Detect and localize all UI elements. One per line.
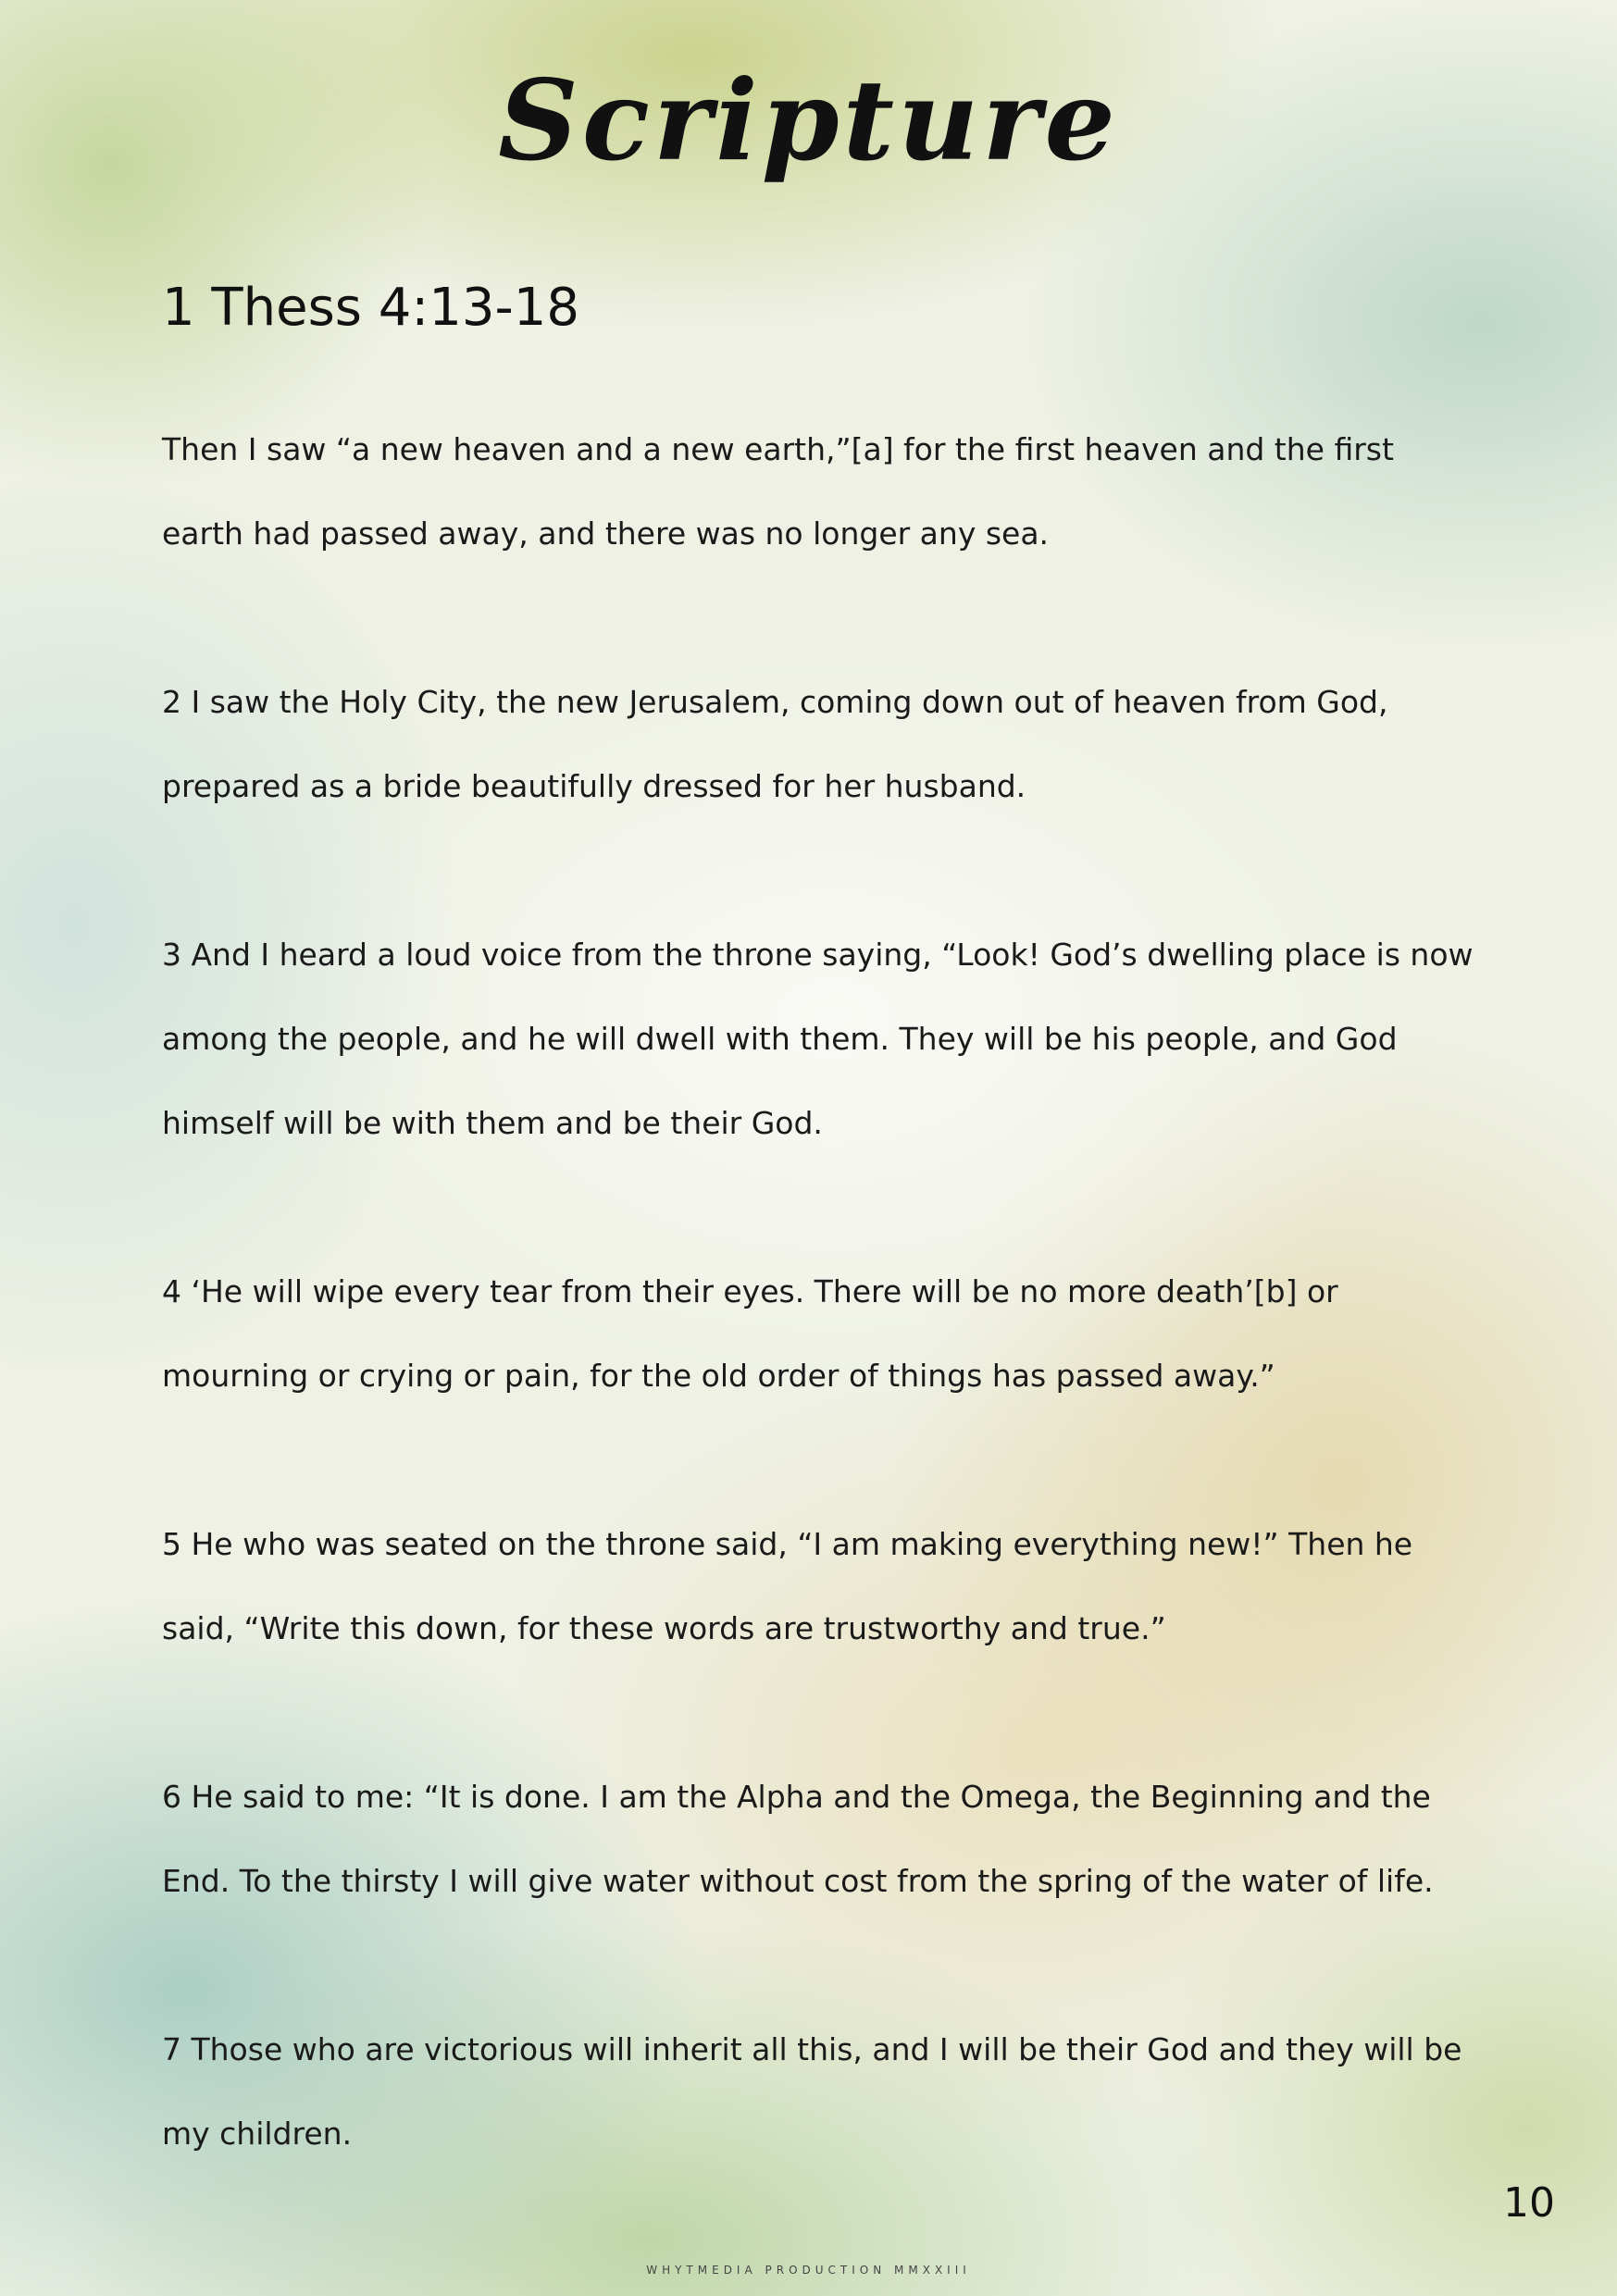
- verse-paragraph-7: 7 Those who are victorious will inherit all this, and I will be their God and they will be my children.: [162, 2031, 1462, 2152]
- page-number: 10: [1503, 2179, 1555, 2227]
- verse-paragraph-4: 4 ‘He will wipe every tear from their eyes. There will be no more death’[b] or mourning or crying or pain, for the old order of things has passed away.”: [162, 1273, 1338, 1394]
- scripture-body: [162, 407, 1476, 2260]
- verse-paragraph-5: 5 He who was seated on the throne said, “I am making everything new!” Then he said, “Write this down, for these words are trustworthy and true.”: [162, 1526, 1413, 1646]
- page-title: Scripture: [498, 56, 1119, 186]
- scripture-reference: 1 Thess 4:13-18: [162, 278, 579, 338]
- verse-paragraph-3: 3 And I heard a loud voice from the throne saying, “Look! God’s dwelling place is now among the people, and he will dwell with them. They will be his people, and God himself will be with them and be their God.: [162, 937, 1474, 1141]
- footer-credit: WHYTMEDIA PRODUCTION MMXXIII: [646, 2264, 971, 2277]
- verse-paragraph-1: Then I saw “a new heaven and a new earth,”[a] for the first heaven and the first earth had passed away, and there was no longer any sea.: [162, 431, 1394, 552]
- verse-paragraph-2: 2 I saw the Holy City, the new Jerusalem, coming down out of heaven from God, prepared as a bride beautifully dressed for her husband.: [162, 684, 1388, 804]
- verse-paragraph-6: 6 He said to me: “It is done. I am the Alpha and the Omega, the Beginning and the End. To the thirsty I will give water without cost from the spring of the water of life.: [162, 1779, 1434, 1899]
